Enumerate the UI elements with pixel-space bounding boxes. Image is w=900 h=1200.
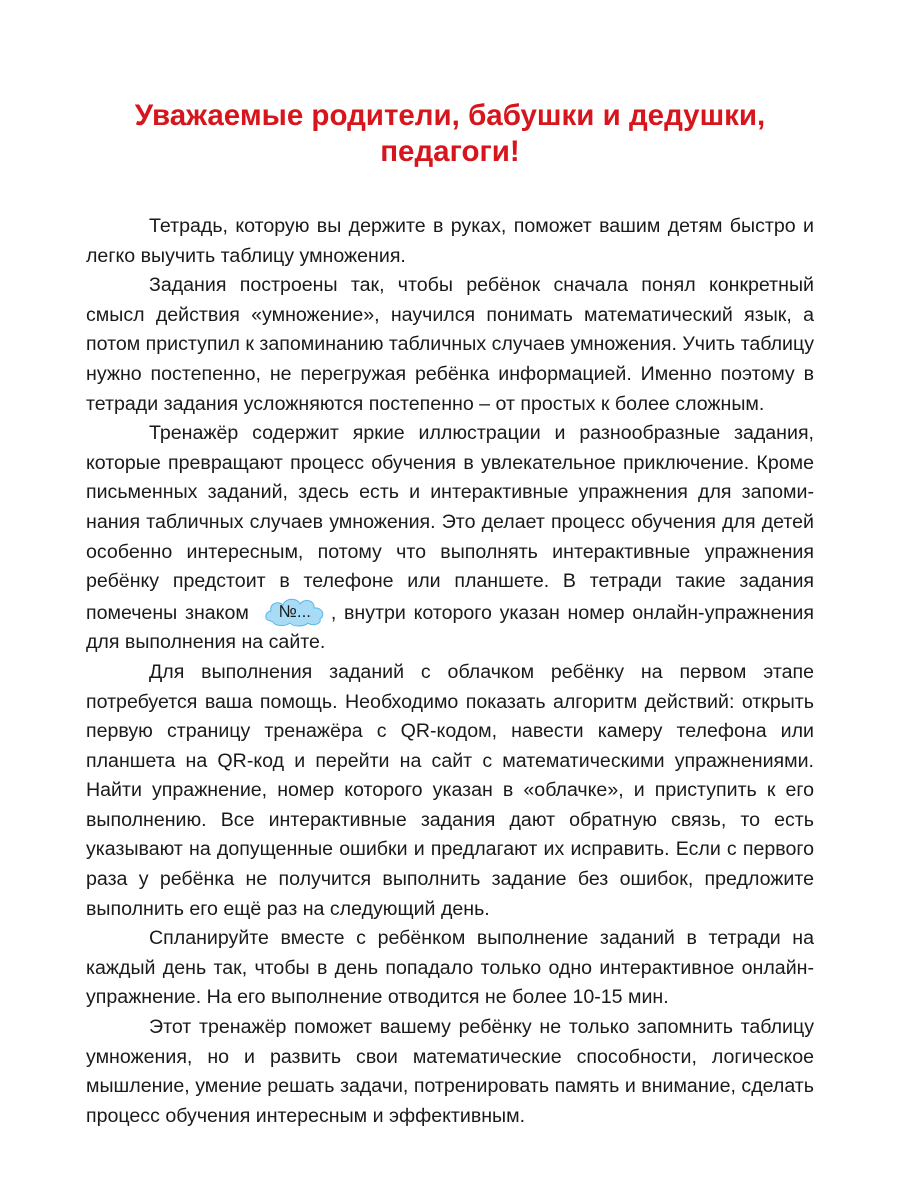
paragraph-tasks: Задания построены так, чтобы ребёнок сначала понял конкретный смысл действия «умножение», научился понимать математический язык, а потом приступил к запоминанию табличных случаев умножения. Учить таблицу нужно постепенно, не перегружая ребёнка информацией. Именно поэтому в тетради задания усложняются постепенно – от простых к более сложным.: [86, 274, 814, 415]
page-title-line-2: педагоги!: [380, 135, 520, 168]
cloud-badge-label: №...: [278, 601, 312, 621]
page-title-line-1: Уважаемые родители, бабушки и дедушки,: [134, 99, 766, 132]
cloud-badge: [263, 597, 327, 627]
paragraph-intro: Тетрадь, которую вы держите в руках, поможет вашим детям быстро и легко выучить таблицу умножения.: [86, 215, 814, 267]
paragraph-help: Для выполнения заданий с облачком ребёнку на первом этапе потребуется ваша помощь. Необходимо показать алгоритм действий: открыть первую страницу тренажёра с QR-кодом, навести камеру телефона или планшета на QR-код и перейти на сайт с математическими упражнениями. Найти упражнение, номер которого указан в «облачке», и приступить к его выполнению. Все интерактивные задания дают обратную связь, то есть указывают на допущенные ошибки и предлагают их исправить. Если с первого раза у ребёнка не получится выполнить задание без ошибок, предложите выполнить его ещё раз на следующий день.: [86, 660, 814, 920]
paragraph-trainer: [86, 419, 814, 658]
paragraph-plan: Спланируйте вместе с ребёнком выполнение заданий в тетради на каждый день так, чтобы в день попадало только одно интерактивное онлайн-упражнение. На его выполнение отводится не более 10-15 мин.: [86, 927, 814, 1009]
paragraph-trainer-text-1: Тренажёр содержит яркие иллюстрации и разнообразные задания, которые превращают процесс обучения в увлекательное приключение. Кроме письменных заданий, здесь есть и интерактивные упражнения для запоминания табличных случаев умножения. Это делает процесс обучения для детей особенно интересным, потому что выполнять интерактивные упражнения ребёнку предстоит в телефоне или планшете. В тетради такие задания помечены знаком: [86, 422, 814, 624]
paragraph-trainer-text-2: , внутри которого указан номер онлайн-упражнения для выполнения на сайте.: [86, 601, 814, 654]
page-title: [86, 98, 814, 170]
paragraph-summary: Этот тренажёр поможет вашему ребёнку не только запомнить таблицу умножения, но и развить свои математические способности, логическое мышление, умение решать задачи, потренировать память и внимание, сделать процесс обучения интересным и эффективным.: [86, 1016, 814, 1127]
